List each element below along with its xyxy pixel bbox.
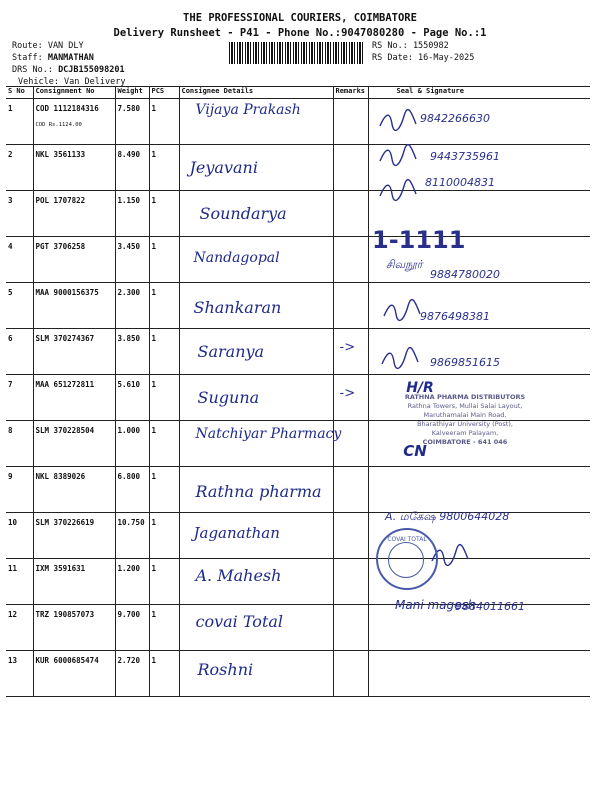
weight-cell: 1.150 bbox=[115, 191, 149, 237]
weight-cell: 5.610 bbox=[115, 375, 149, 421]
sno-cell: 5 bbox=[6, 283, 33, 329]
weight-cell: 2.720 bbox=[115, 651, 149, 697]
weight-cell: 8.490 bbox=[115, 145, 149, 191]
table-row bbox=[6, 145, 590, 191]
table-row bbox=[6, 329, 590, 375]
hr-mark: H/R bbox=[406, 380, 434, 396]
seal-cell bbox=[368, 467, 590, 513]
consignee-handwriting: Soundarya bbox=[199, 204, 287, 223]
weight-cell: 2.300 bbox=[115, 283, 149, 329]
signature-phone: 9869851615 bbox=[430, 356, 500, 369]
consignee-handwriting: A. Mahesh bbox=[195, 566, 282, 585]
consignee-cell bbox=[179, 375, 333, 421]
signature-row-13: Mani magesh bbox=[395, 598, 476, 612]
sno-cell: 12 bbox=[6, 605, 33, 651]
consignee-handwriting: Suguna bbox=[197, 388, 260, 407]
consignment-number: NKL 3561133 bbox=[35, 150, 86, 159]
signature-phone: 9876498381 bbox=[420, 310, 490, 323]
consignee-handwriting: Roshni bbox=[197, 660, 254, 679]
consignee-handwriting: Natchiyar Pharmacy bbox=[195, 426, 342, 442]
consignee-handwriting: Jaganathan bbox=[193, 524, 280, 542]
sno-cell: 6 bbox=[6, 329, 33, 375]
signature-phone: 9884011661 bbox=[455, 600, 525, 613]
consignee-handwriting: Rathna pharma bbox=[195, 482, 322, 501]
pcs-cell: 1 bbox=[149, 559, 179, 605]
consignment-number: NKL 8389026 bbox=[35, 472, 86, 481]
consignee-cell bbox=[179, 145, 333, 191]
rs-date-text: RS Date: 16-May-2025 bbox=[372, 53, 475, 63]
consignment-number: KUR 6000685474 bbox=[35, 656, 99, 665]
consignment-cell bbox=[33, 145, 115, 191]
consignment-cell bbox=[33, 467, 115, 513]
sno-cell: 3 bbox=[6, 191, 33, 237]
stamp-initials: CN bbox=[403, 442, 427, 460]
consignment-number: MAA 651272811 bbox=[35, 380, 95, 389]
barcode bbox=[229, 42, 363, 64]
seal-text: COVAI TOTAL bbox=[387, 536, 427, 543]
consignment-cell bbox=[33, 375, 115, 421]
consignment-cell bbox=[33, 99, 115, 145]
signature-row-4: 1-1111 bbox=[372, 226, 466, 254]
pcs-cell: 1 bbox=[149, 283, 179, 329]
pcs-cell: 1 bbox=[149, 329, 179, 375]
vehicle-text: Vehicle: Van Delivery bbox=[18, 77, 126, 87]
consignee-cell bbox=[179, 467, 333, 513]
consignee-handwriting: Jeyavani bbox=[189, 158, 258, 177]
weight-cell: 3.850 bbox=[115, 329, 149, 375]
consignee-cell bbox=[179, 237, 333, 283]
consignee-cell bbox=[179, 421, 342, 467]
pcs-cell: 1 bbox=[149, 651, 179, 697]
signature-phone: A. மகேஷ் 9800644028 bbox=[385, 510, 510, 523]
signature-row-5: சிவநூர் bbox=[386, 258, 423, 271]
sno-cell: 8 bbox=[6, 421, 33, 467]
weight-cell: 7.580 bbox=[115, 99, 149, 145]
consignee-cell bbox=[179, 329, 333, 375]
col-consignee: Consignee Details bbox=[179, 87, 333, 99]
pcs-cell: 1 bbox=[149, 99, 179, 145]
consignment-number: COD 1112184316 bbox=[35, 104, 99, 113]
consignment-cell bbox=[33, 191, 115, 237]
consignment-number: TRZ 190857073 bbox=[35, 610, 95, 619]
consignment-number: IXM 3591631 bbox=[35, 564, 86, 573]
consignee-cell bbox=[179, 99, 333, 145]
sno-cell: 4 bbox=[6, 237, 33, 283]
pcs-cell: 1 bbox=[149, 145, 179, 191]
consignee-handwriting: Shankaran bbox=[193, 298, 282, 317]
sno-cell: 11 bbox=[6, 559, 33, 605]
drs-text: DRS No.: DCJB155098201 bbox=[12, 65, 125, 75]
col-sno: S No bbox=[6, 87, 33, 99]
signature-phone: 8110004831 bbox=[425, 176, 495, 189]
consignment-number: MAA 9000156375 bbox=[35, 288, 99, 297]
stamp-line: Maruthamalai Main Road, bbox=[423, 411, 507, 419]
consignment-number: SLM 370228504 bbox=[35, 426, 95, 435]
weight-cell: 1.000 bbox=[115, 421, 149, 467]
pcs-cell: 1 bbox=[149, 513, 179, 559]
rs-no-text: RS No.: 1550982 bbox=[372, 41, 449, 51]
weight-cell: 10.750 bbox=[115, 513, 149, 559]
sno-cell: 10 bbox=[6, 513, 33, 559]
remark-arrow: -> bbox=[339, 340, 356, 355]
consignee-cell bbox=[179, 283, 333, 329]
consignee-cell bbox=[179, 651, 333, 697]
weight-cell: 9.700 bbox=[115, 605, 149, 651]
sno-cell: 13 bbox=[6, 651, 33, 697]
pcs-cell: 1 bbox=[149, 467, 179, 513]
consignee-cell bbox=[179, 605, 333, 651]
consignment-number: SLM 370274367 bbox=[35, 334, 95, 343]
consignment-cell bbox=[33, 559, 115, 605]
sno-cell: 1 bbox=[6, 99, 33, 145]
col-seal: Seal & Signature bbox=[368, 87, 590, 99]
pcs-cell: 1 bbox=[149, 191, 179, 237]
runsheet-subtitle: Delivery Runsheet - P41 - Phone No.:9047080280 - Page No.:1 bbox=[113, 27, 487, 39]
stamp-line: Rathna Towers, Mullai Salai Layout, bbox=[407, 402, 523, 410]
stamp-line: Kalveeram Palayam, bbox=[431, 429, 499, 437]
table-row bbox=[6, 651, 590, 697]
pcs-cell: 1 bbox=[149, 237, 179, 283]
weight-cell: 1.200 bbox=[115, 559, 149, 605]
consignee-handwriting: covai Total bbox=[195, 612, 284, 631]
col-weight: Weight bbox=[115, 87, 149, 99]
consignee-cell bbox=[179, 191, 333, 237]
stamp-line: COIMBATORE - 641 046 bbox=[422, 438, 508, 446]
meta-left bbox=[12, 40, 125, 88]
consignee-handwriting: Saranya bbox=[197, 342, 265, 361]
consignment-number: SLM 370226619 bbox=[35, 518, 95, 527]
col-pcs: PCS bbox=[149, 87, 179, 99]
consignment-cell bbox=[33, 237, 115, 283]
company-title: THE PROFESSIONAL COURIERS, COIMBATORE bbox=[183, 12, 417, 24]
pcs-cell: 1 bbox=[149, 375, 179, 421]
stamp-line: Bharathiyar University (Post), bbox=[417, 420, 513, 428]
consignee-cell bbox=[179, 513, 333, 559]
consignment-cell bbox=[33, 283, 115, 329]
signature-phone: 9443735961 bbox=[430, 150, 500, 163]
table-row bbox=[6, 559, 590, 605]
pharmacy-stamp bbox=[380, 380, 550, 460]
route-text: Route: VAN DLY bbox=[12, 41, 84, 51]
consignment-cell bbox=[33, 605, 115, 651]
meta-right bbox=[372, 40, 474, 64]
stamp-line: RATHNA PHARMA DISTRIBUTORS bbox=[404, 393, 526, 401]
remark-arrow: -> bbox=[339, 386, 356, 401]
consignment-number: POL 1707822 bbox=[35, 196, 86, 205]
table-row bbox=[6, 467, 590, 513]
table-row bbox=[6, 237, 590, 283]
weight-cell: 3.450 bbox=[115, 237, 149, 283]
consignment-cell bbox=[33, 513, 115, 559]
sno-cell: 9 bbox=[6, 467, 33, 513]
consignee-handwriting: Vijaya Prakash bbox=[195, 102, 301, 118]
pcs-cell: 1 bbox=[149, 421, 179, 467]
weight-cell: 6.800 bbox=[115, 467, 149, 513]
signature-phone: 9842266630 bbox=[420, 112, 490, 125]
signature-phone: 9884780020 bbox=[430, 268, 500, 281]
sno-cell: 2 bbox=[6, 145, 33, 191]
consignment-number: PGT 3706258 bbox=[35, 242, 86, 251]
table-row bbox=[6, 191, 590, 237]
staff-text: Staff: MANMATHAN bbox=[12, 53, 94, 63]
covai-total-seal bbox=[376, 528, 438, 590]
table-row bbox=[6, 283, 590, 329]
consignment-cell bbox=[33, 329, 115, 375]
table-header bbox=[6, 87, 590, 99]
consignment-cell bbox=[33, 651, 115, 697]
col-consignment: Consignment No bbox=[33, 87, 115, 99]
consignee-handwriting: Nandagopal bbox=[193, 250, 280, 266]
consignee-cell bbox=[179, 559, 333, 605]
pcs-cell: 1 bbox=[149, 605, 179, 651]
table-row bbox=[6, 99, 590, 145]
cod-note: COD Rs.1124.00 bbox=[35, 122, 82, 128]
col-remarks: Remarks bbox=[333, 87, 368, 99]
consignment-cell bbox=[33, 421, 115, 467]
seal-cell bbox=[368, 651, 590, 697]
sno-cell: 7 bbox=[6, 375, 33, 421]
